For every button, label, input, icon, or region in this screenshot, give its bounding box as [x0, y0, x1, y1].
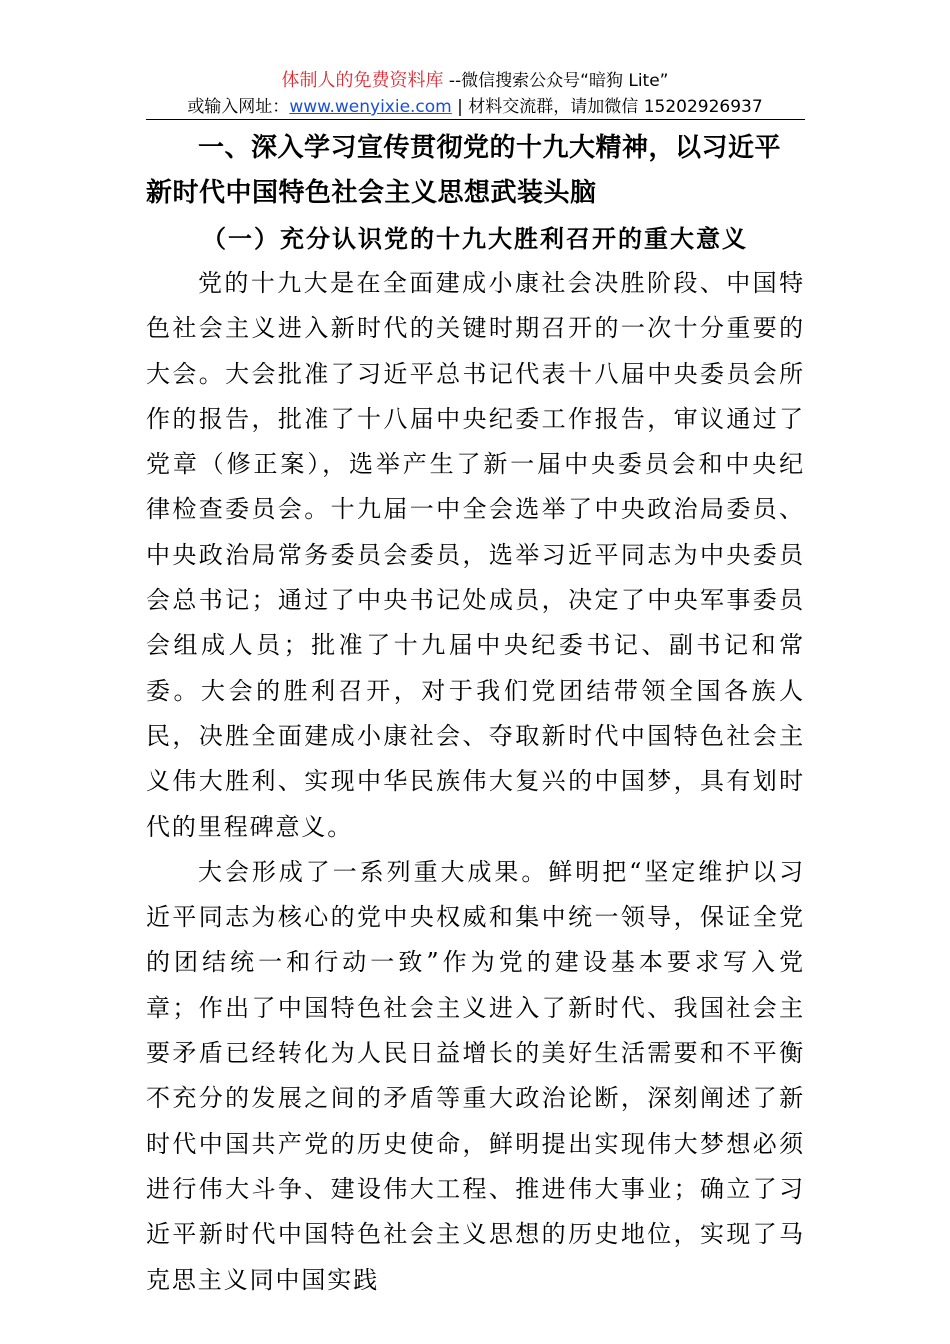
header-line2-suffix: | 材料交流群，请加微信 15202926937 — [451, 97, 763, 117]
website-link[interactable]: www.wenyixie.com — [289, 97, 452, 117]
section-title: 一、深入学习宣传贯彻党的十九大精神，以习近平新时代中国特色社会主义思想武装头脑 — [146, 133, 782, 208]
page-header — [0, 68, 950, 120]
document-body — [146, 126, 805, 1303]
header-line1-suffix: --微信搜索公众号“暗狗 Lite” — [443, 71, 669, 91]
header-divider — [146, 119, 805, 120]
subsection-title: （一）充分认识党的十九大胜利召开的重大意义 — [202, 224, 748, 253]
header-line-1 — [0, 68, 950, 94]
header-line2-prefix: 或输入网址： — [187, 97, 290, 117]
header-brand: 体制人的免费资料库 — [281, 70, 444, 91]
header-line-2 — [0, 94, 950, 120]
paragraph-2: 大会形成了一系列重大成果。鲜明把“坚定维护以习近平同志为核心的党中央权威和集中统一领导，保证全党的团结统一和行动一致”作为党的建设基本要求写入党章；作出了中国特色社会主义进入了新时代、我国社会主要矛盾已经转化为人民日益增长的美好生活需要和不平衡不充分的发展之间的矛盾等重大政治论断，深刻阐述了新时代中国共产党的历史使命，鲜明提出实现伟大梦想必须进行伟大斗争、建设伟大工程、推进伟大事业；确立了习近平新时代中国特色社会主义思想的历史地位，实现了马克思主义同中国实践 — [146, 857, 805, 1294]
paragraph-1: 党的十九大是在全面建成小康社会决胜阶段、中国特色社会主义进入新时代的关键时期召开的一次十分重要的大会。大会批准了习近平总书记代表十八届中央委员会所作的报告，批准了十八届中央纪委工作报告，审议通过了党章（修正案），选举产生了新一届中央委员会和中央纪律检查委员会。十九届一中全会选举了中央政治局委员、中央政治局常务委员会委员，选举习近平同志为中央委员会总书记；通过了中央书记处成员，决定了中央军事委员会组成人员；批准了十九届中央纪委书记、副书记和常委。大会的胜利召开，对于我们党团结带领全国各族人民，决胜全面建成小康社会、夺取新时代中国特色社会主义伟大胜利、实现中华民族伟大复兴的中国梦，具有划时代的里程碑意义。 — [146, 269, 805, 841]
